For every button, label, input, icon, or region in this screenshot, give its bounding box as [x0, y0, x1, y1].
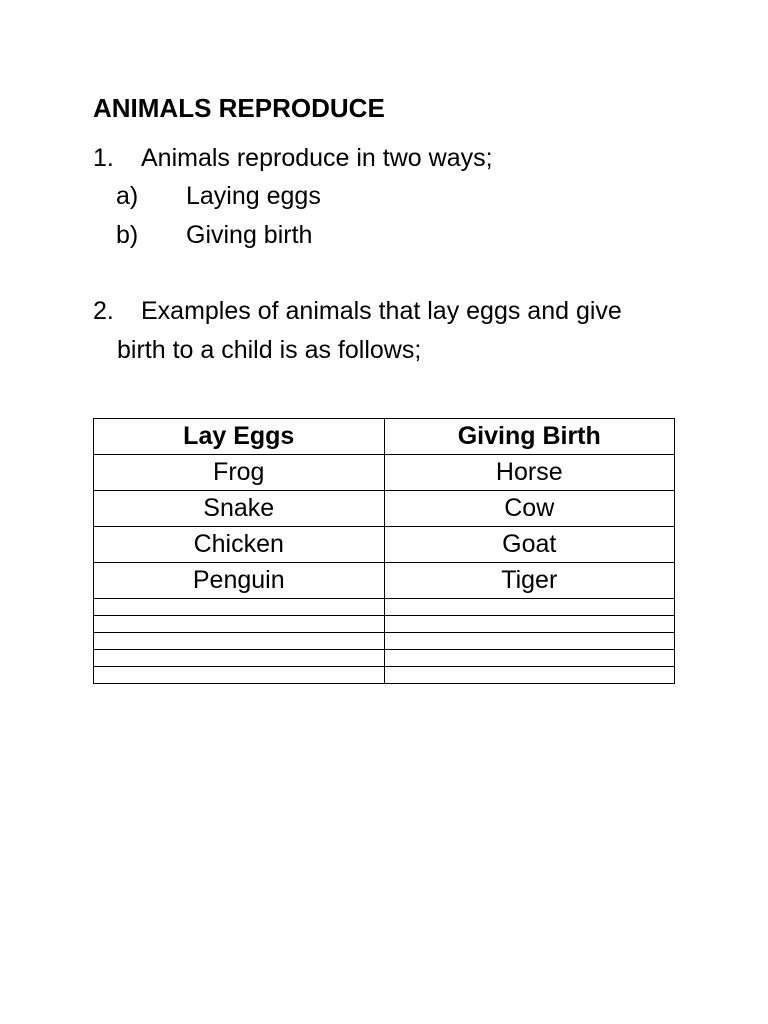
list-marker-b: b) — [116, 221, 139, 249]
empty-cell — [94, 650, 385, 667]
empty-cell — [94, 667, 385, 684]
empty-cell — [94, 599, 385, 616]
empty-table-row — [94, 667, 675, 684]
page-title: ANIMALS REPRODUCE — [93, 93, 385, 123]
empty-cell — [384, 616, 675, 633]
table-row — [94, 455, 675, 491]
empty-table-row — [94, 599, 675, 616]
column-header-lay-eggs: Lay Eggs — [94, 419, 385, 455]
empty-cell — [384, 633, 675, 650]
empty-table-row — [94, 633, 675, 650]
empty-cell — [94, 616, 385, 633]
empty-cell — [384, 667, 675, 684]
list-text-giving-birth: Giving birth — [186, 221, 313, 249]
table-cell: Chicken — [94, 527, 385, 563]
point-2-text-line-2: birth to a child is as follows; — [117, 336, 422, 364]
table-cell: Penguin — [94, 563, 385, 599]
table-cell: Cow — [384, 491, 675, 527]
table-cell: Goat — [384, 527, 675, 563]
table-cell: Frog — [94, 455, 385, 491]
table-row — [94, 491, 675, 527]
column-header-giving-birth: Giving Birth — [384, 419, 675, 455]
table-cell: Snake — [94, 491, 385, 527]
empty-cell — [384, 599, 675, 616]
empty-table-row — [94, 616, 675, 633]
empty-cell — [384, 650, 675, 667]
animals-table — [93, 418, 675, 684]
point-1-number: 1. — [93, 144, 114, 172]
empty-cell — [94, 633, 385, 650]
empty-table-row — [94, 650, 675, 667]
list-text-laying-eggs: Laying eggs — [186, 182, 321, 210]
table-row — [94, 563, 675, 599]
table-header-row — [94, 419, 675, 455]
table-cell: Horse — [384, 455, 675, 491]
point-2-number: 2. — [93, 297, 114, 325]
point-2-text-line-1: Examples of animals that lay eggs and give — [141, 297, 622, 325]
list-marker-a: a) — [116, 182, 139, 210]
point-1-text: Animals reproduce in two ways; — [141, 144, 493, 172]
table-row — [94, 527, 675, 563]
table-cell: Tiger — [384, 563, 675, 599]
